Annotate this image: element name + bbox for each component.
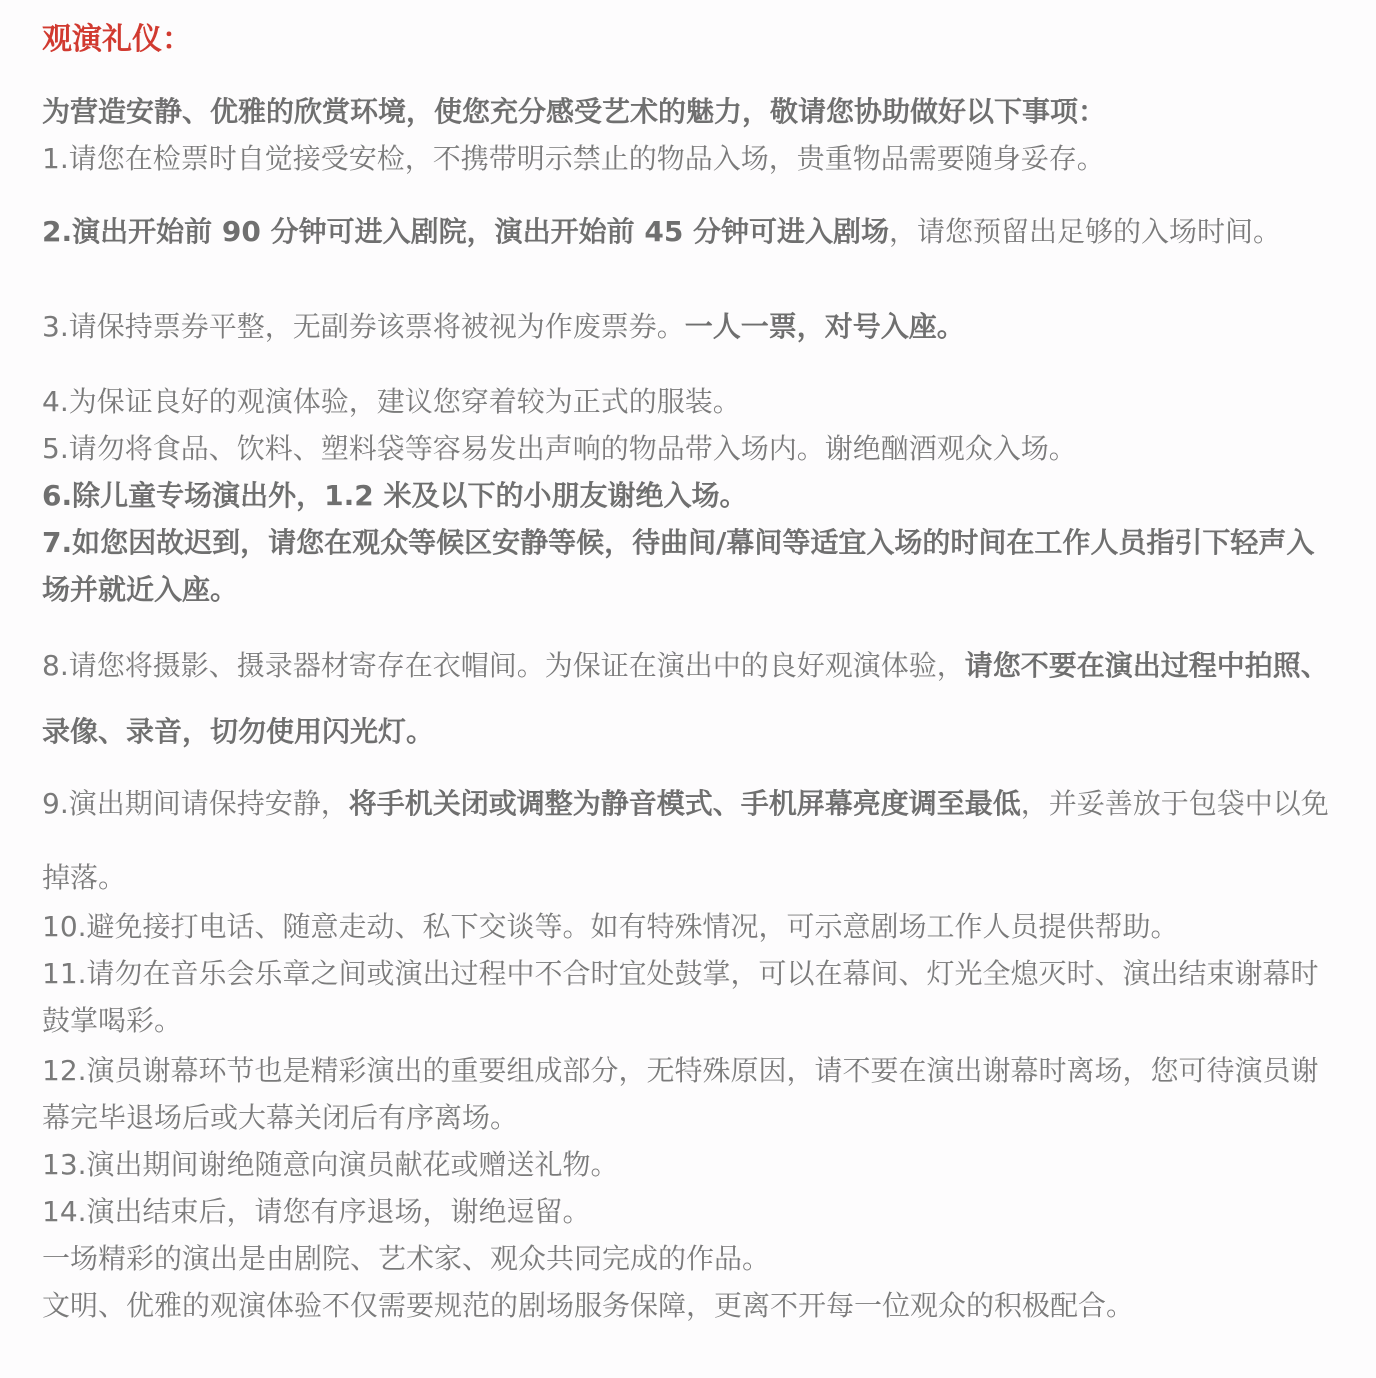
bold-text-run: 2.演出开始前 90 分钟可进入剧院，演出开始前 45 分钟可进入剧场 xyxy=(42,215,890,248)
text-run: 5.请勿将食品、饮料、塑料袋等容易发出声响的物品带入场内。谢绝酗酒观众入场。 xyxy=(42,432,1077,465)
text-run: 14.演出结束后，请您有序退场，谢绝逗留。 xyxy=(42,1195,591,1228)
rule-item-9 xyxy=(42,767,1332,915)
text-run: ，请您预留出足够的入场时间。 xyxy=(889,215,1282,248)
text-run: 1.请您在检票时自觉接受安检，不携带明示禁止的物品入场，贵重物品需要随身妥存。 xyxy=(42,142,1105,175)
rule-item-2 xyxy=(42,208,1332,255)
text-run: 一场精彩的演出是由剧院、艺术家、观众共同完成的作品。 xyxy=(42,1242,771,1275)
rule-item-4 xyxy=(42,378,1332,425)
rule-item-1 xyxy=(42,135,1332,182)
page-title: 观演礼仪： xyxy=(42,22,192,57)
rule-item-10 xyxy=(42,903,1332,950)
bold-text-run: 一人一票，对号入座。 xyxy=(684,310,965,343)
rule-item-7 xyxy=(42,519,1332,613)
intro-text: 为营造安静、优雅的欣赏环境，使您充分感受艺术的魅力，敬请您协助做好以下事项： xyxy=(42,95,1107,128)
closing-line-2 xyxy=(42,1282,1332,1329)
closing-line-1 xyxy=(42,1235,1332,1282)
rule-item-13 xyxy=(42,1141,1332,1188)
text-run: 文明、优雅的观演体验不仅需要规范的剧场服务保障，更离不开每一位观众的积极配合。 xyxy=(42,1289,1135,1322)
intro-paragraph xyxy=(42,88,1332,135)
rule-item-11 xyxy=(42,950,1332,1044)
text-run: 8.请您将摄影、摄录器材寄存在衣帽间。为保证在演出中的良好观演体验， xyxy=(42,649,965,682)
rule-item-5 xyxy=(42,425,1332,472)
text-run: 3.请保持票券平整，无副券该票将被视为作废票券。 xyxy=(42,310,685,343)
text-run: 13.演出期间谢绝随意向演员献花或赠送礼物。 xyxy=(42,1148,619,1181)
rule-item-14 xyxy=(42,1188,1332,1235)
rule-item-8 xyxy=(42,633,1332,765)
text-run: ，并妥善放于包袋中以免掉落。 xyxy=(42,787,1329,894)
bold-text-run: 6.除儿童专场演出外，1.2 米及以下的小朋友谢绝入场。 xyxy=(42,479,748,512)
rule-item-3 xyxy=(42,303,1332,350)
text-run: 9.演出期间请保持安静， xyxy=(42,787,349,820)
text-run: 4.为保证良好的观演体验，建议您穿着较为正式的服装。 xyxy=(42,385,741,418)
bold-text-run: 将手机关闭或调整为静音模式、手机屏幕亮度调至最低 xyxy=(348,787,1021,820)
rule-item-12 xyxy=(42,1047,1332,1141)
bold-text-run: 请您不要在演出过程中拍照、录像、录音，切勿使用闪光灯。 xyxy=(42,649,1329,748)
rule-item-6 xyxy=(42,472,1332,519)
bold-text-run: 7.如您因故迟到，请您在观众等候区安静等候，待曲间/幕间等适宜入场的时间在工作人员指引下轻声入场并就近入座。 xyxy=(42,526,1315,606)
text-run: 10.避免接打电话、随意走动、私下交谈等。如有特殊情况，可示意剧场工作人员提供帮助。 xyxy=(42,910,1179,943)
text-run: 12.演员谢幕环节也是精彩演出的重要组成部分，无特殊原因，请不要在演出谢幕时离场，您可待演员谢幕完毕退场后或大幕关闭后有序离场。 xyxy=(42,1054,1319,1134)
text-run: 11.请勿在音乐会乐章之间或演出过程中不合时宜处鼓掌，可以在幕间、灯光全熄灭时、演出结束谢幕时鼓掌喝彩。 xyxy=(42,957,1319,1037)
